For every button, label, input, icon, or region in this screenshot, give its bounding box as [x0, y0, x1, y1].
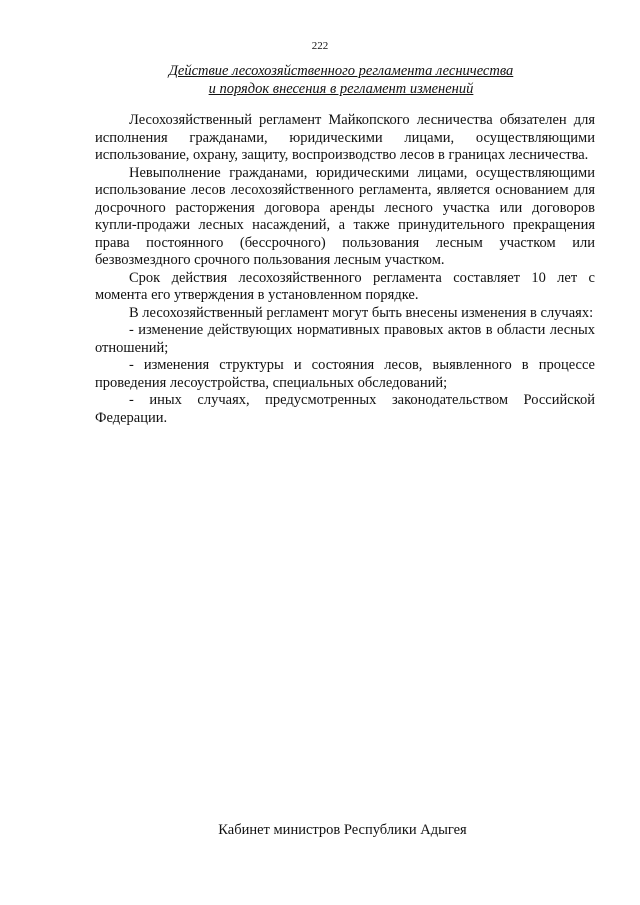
section-heading-line-1: Действие лесохозяйственного регламента лесничества [168, 63, 514, 79]
paragraph: В лесохозяйственный регламент могут быть внесены изменения в случаях: [129, 304, 594, 321]
body-text [95, 112, 595, 427]
section-heading [100, 62, 582, 98]
list-item: - иных случаях, предусмотренных законодательством Российской Федерации. [95, 392, 595, 426]
paragraph: Невыполнение гражданами, юридическими лицами, осуществляющими использование лесов лесохозяйственного регламента, является основанием для досрочного расторжения договора аренды лесного участка или договоров купли-продажи лесных насаждений, а также принудительного прекращения права постоянного (бессрочного) пользования лесным участком или безвозмездного срочного пользования лесным участком. [95, 164, 595, 268]
paragraph: Лесохозяйственный регламент Майкопского лесничества обязателен для исполнения гражданами, юридическими лицами, осуществляющими использование, охрану, защиту, воспроизводство лесов в границах лесничества. [95, 112, 595, 163]
list-item: - изменения структуры и состояния лесов, выявленного в процессе проведения лесоустройства, специальных обследований; [95, 357, 595, 391]
footer-organization: Кабинет министров Республики Адыгея [218, 822, 467, 838]
paragraph: Срок действия лесохозяйственного регламента составляет 10 лет с момента его утверждения в установленном порядке. [95, 269, 595, 303]
section-heading-line-2: и порядок внесения в регламент изменений [208, 81, 474, 97]
list-item: - изменение действующих нормативных правовых актов в области лесных отношений; [95, 322, 595, 356]
page-number: 222 [311, 40, 329, 52]
